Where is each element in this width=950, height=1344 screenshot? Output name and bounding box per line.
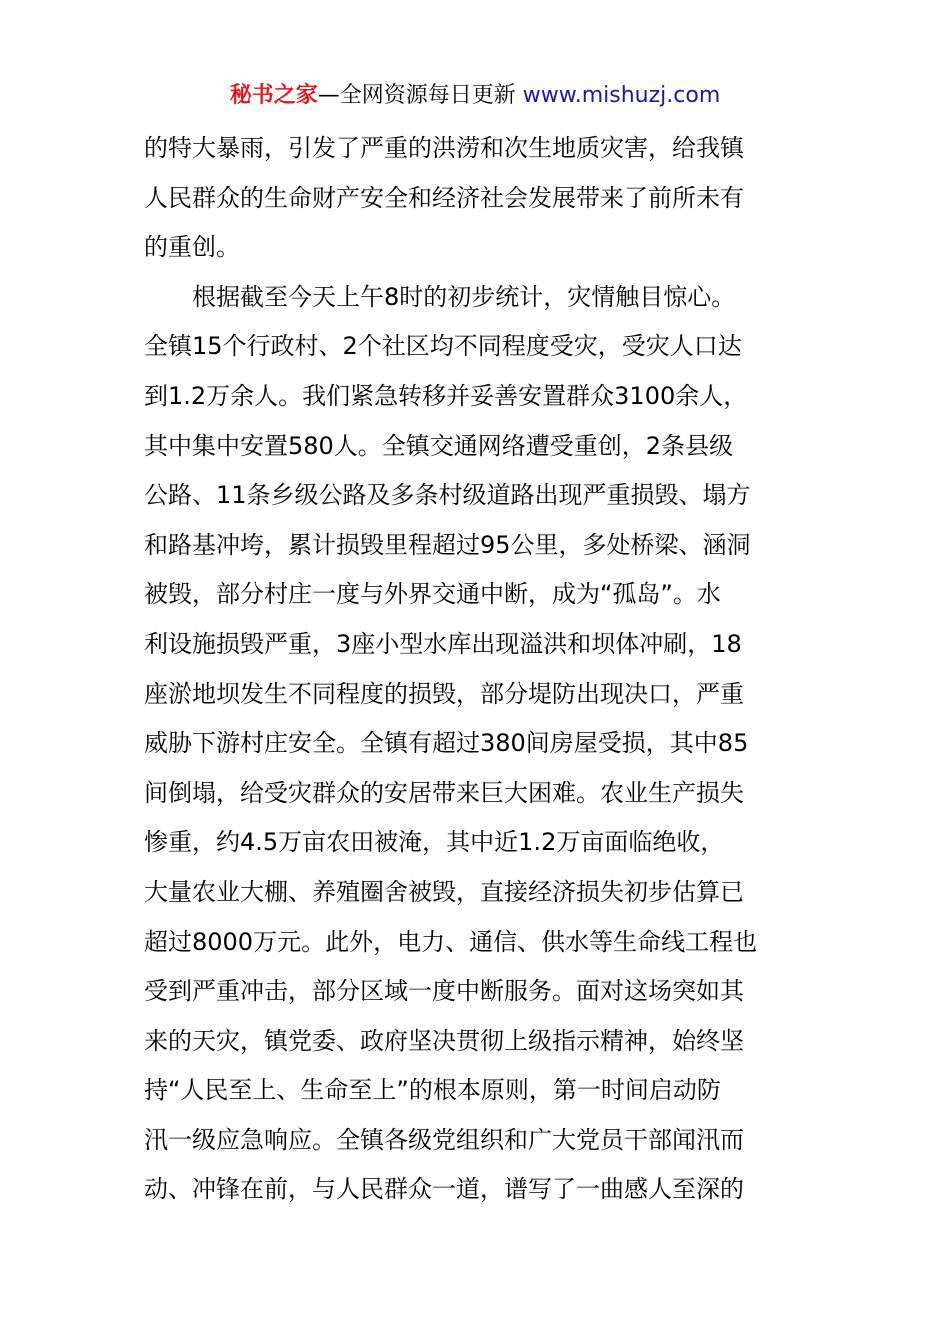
brand-name: 秘书之家 <box>229 83 318 108</box>
text-line: 利设施损毁严重，3座小型水库出现溢洪和坝体冲刷，18 <box>144 629 742 658</box>
text-line: 的特大暴雨，引发了严重的洪涝和次生地质灾害，给我镇 <box>144 134 744 162</box>
text-line: 和路基冲垮，累计损毁里程超过95公里，多处桥梁、涵洞 <box>144 530 751 559</box>
text-line: 根据截至今天上午8时的初步统计，灾情触目惊心。 <box>144 282 736 311</box>
header-tagline: —全网资源每日更新 <box>317 83 516 108</box>
site-url-link[interactable]: www.mishuzj.com <box>522 83 721 108</box>
text-line: 大量农业大棚、养殖圈舍被毁，直接经济损失初步估算已 <box>144 877 744 906</box>
text-line: 间倒塌，给受灾群众的安居带来巨大困难。农业生产损失 <box>144 778 744 807</box>
text-line: 其中集中安置580人。全镇交通网络遭受重创，2条县级 <box>144 431 734 460</box>
text-line: 超过8000万元。此外，电力、通信、供水等生命线工程也 <box>144 927 758 956</box>
text-line: 座淤地坝发生不同程度的损毁，部分堤防出现决口，严重 <box>144 679 744 708</box>
text-line: 人民群众的生命财产安全和经济社会发展带来了前所未有 <box>144 183 744 212</box>
text-line: 受到严重冲击，部分区域一度中断服务。面对这场突如其 <box>144 977 744 1006</box>
text-line: 动、冲锋在前，与人民群众一道，谱写了一曲感人至深的 <box>144 1175 744 1204</box>
text-line: 来的天灾，镇党委、政府坚决贯彻上级指示精神，始终坚 <box>144 1026 744 1055</box>
text-line: 公路、11条乡级公路及多条村级道路出现严重损毁、塌方 <box>144 481 751 510</box>
text-line: 持“人民至上、生命至上”的根本原则，第一时间启动防 <box>144 1076 721 1105</box>
text-line: 全镇15个行政村、2个社区均不同程度受灾，受灾人口达 <box>144 332 742 361</box>
text-line: 汛一级应急响应。全镇各级党组织和广大党员干部闻汛而 <box>144 1125 744 1154</box>
text-line: 惨重，约4.5万亩农田被淹，其中近1.2万亩面临绝收， <box>144 828 725 857</box>
text-line: 的重创。 <box>144 233 240 262</box>
text-line: 威胁下游村庄安全。全镇有超过380间房屋受损，其中85 <box>144 729 749 758</box>
text-line: 到1.2万余人。我们紧急转移并妥善安置群众3100余人， <box>144 381 748 410</box>
page-header <box>0 80 950 112</box>
document-body <box>144 124 814 1215</box>
text-line: 被毁，部分村庄一度与外界交通中断，成为“孤岛”。水 <box>144 580 721 609</box>
